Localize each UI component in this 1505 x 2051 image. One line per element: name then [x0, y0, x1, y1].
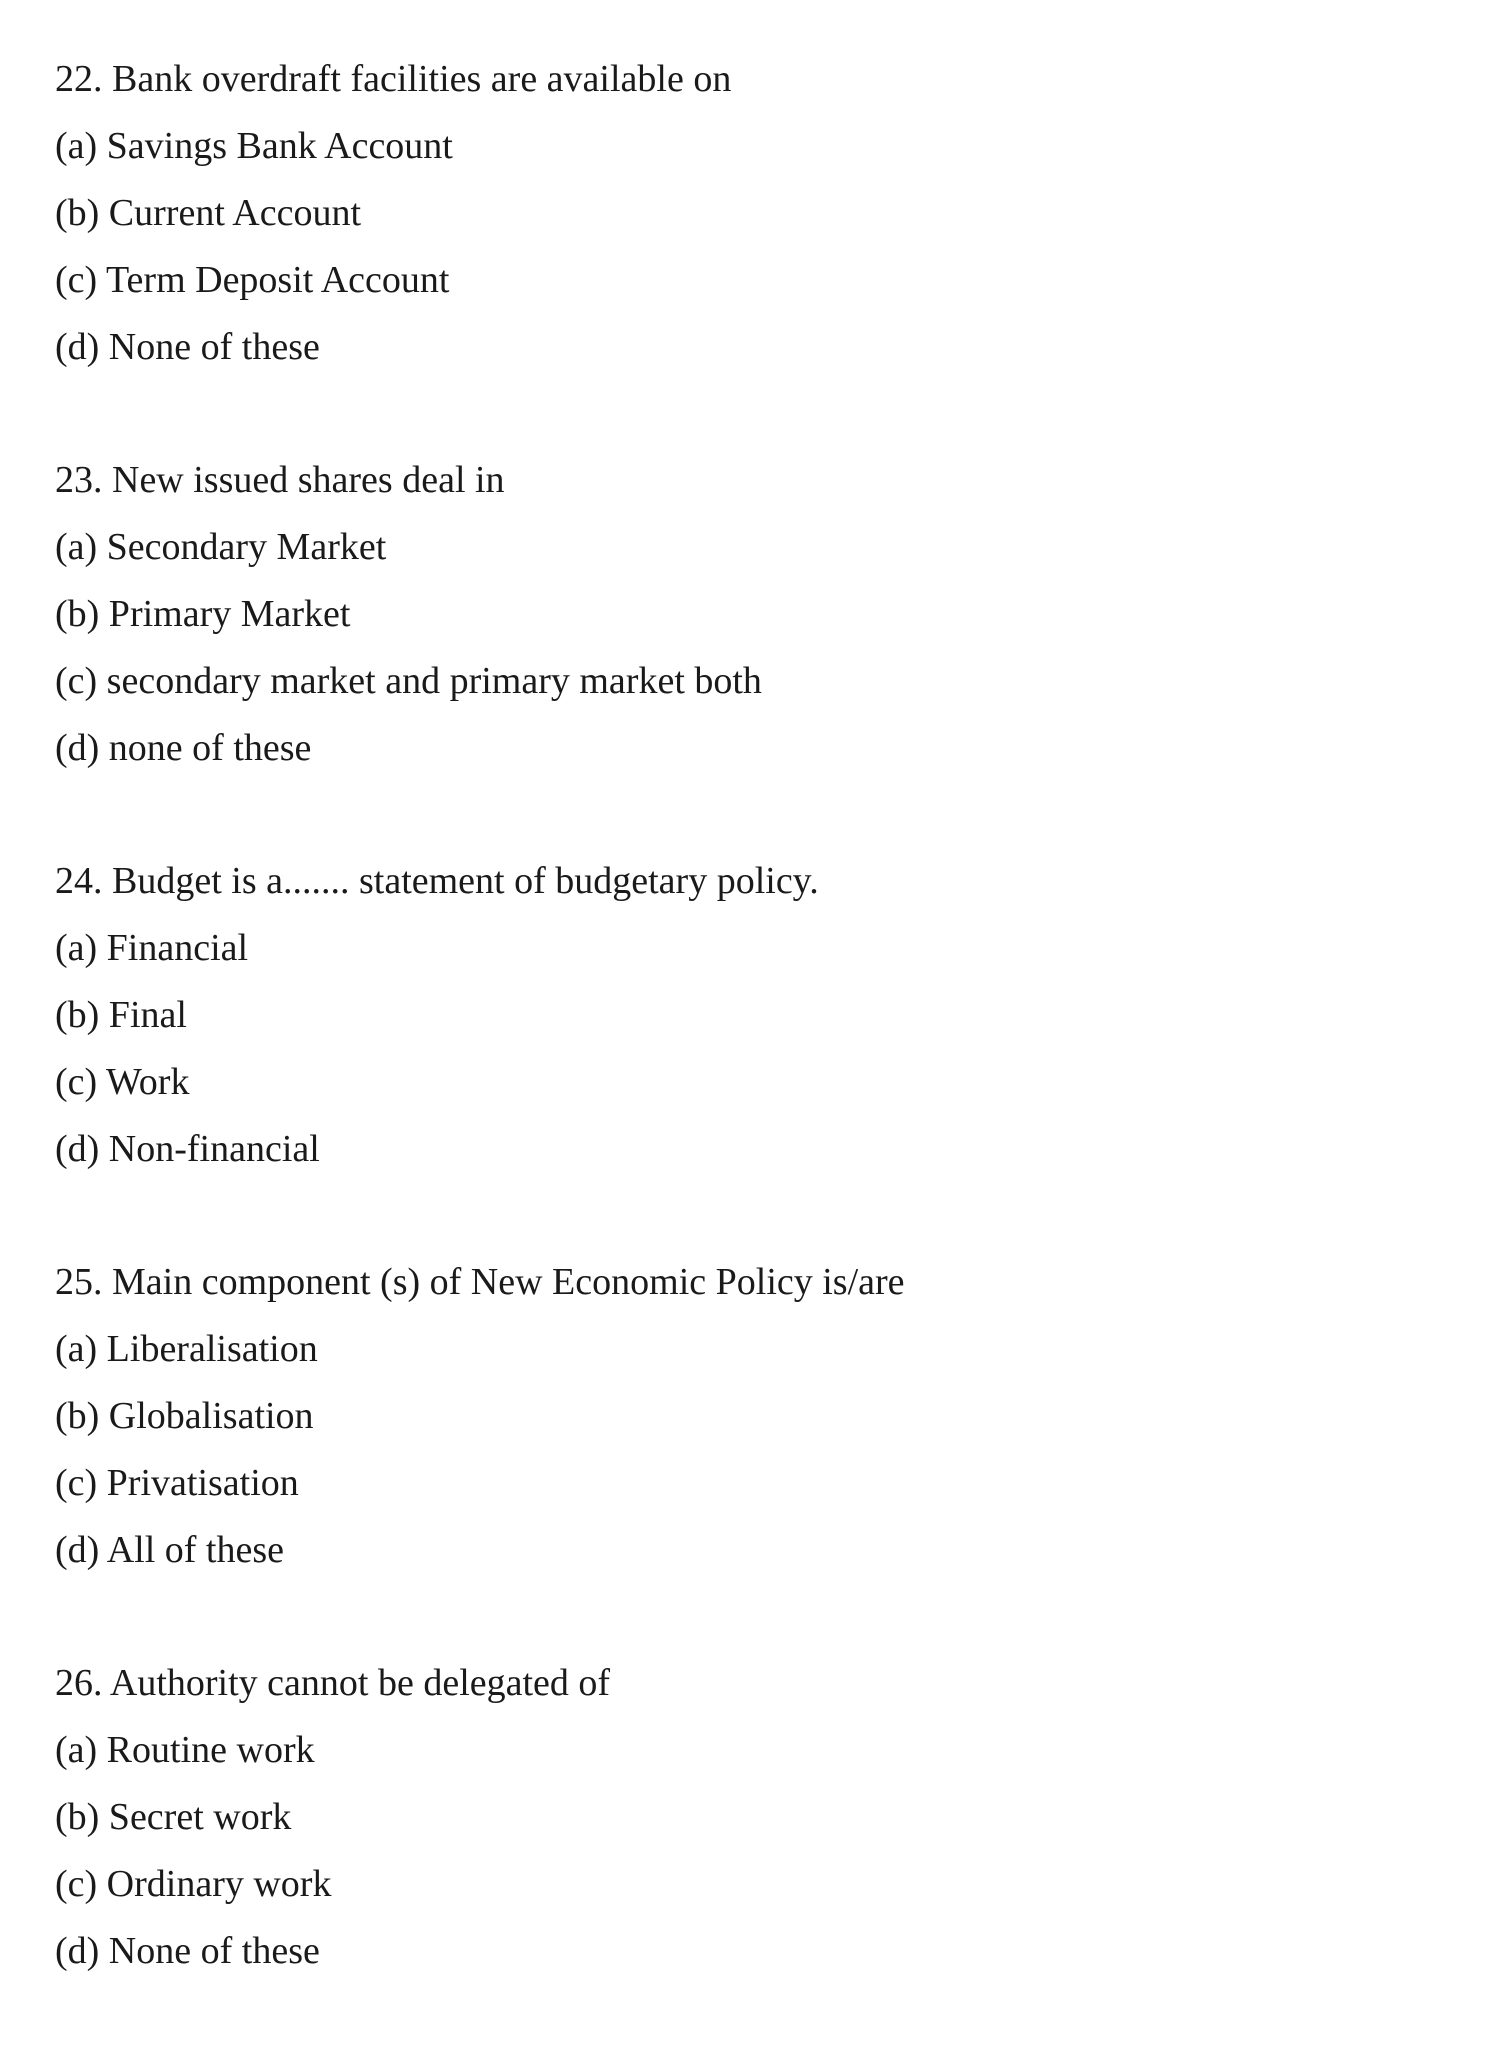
question-stem: 26. Authority cannot be delegated of: [55, 1662, 611, 1704]
question-stem: 25. Main component (s) of New Economic Policy is/are: [55, 1261, 905, 1303]
question-stem: 24. Budget is a....... statement of budgetary policy.: [55, 860, 819, 902]
option-a: (a) Liberalisation: [55, 1328, 318, 1370]
option-c: (c) Work: [55, 1061, 190, 1103]
question-23: [55, 447, 1455, 782]
option-d: (d) None of these: [55, 326, 320, 368]
question-stem: 22. Bank overdraft facilities are available on: [55, 58, 732, 100]
option-b: (b) Primary Market: [55, 593, 351, 635]
option-b: (b) Current Account: [55, 192, 362, 234]
option-b: (b) Final: [55, 994, 187, 1036]
question-22: [55, 46, 1455, 381]
question-26: [55, 1650, 1455, 1985]
option-b: (b) Globalisation: [55, 1395, 314, 1437]
option-a: (a) Savings Bank Account: [55, 125, 453, 167]
option-d: (d) All of these: [55, 1529, 285, 1571]
option-d: (d) None of these: [55, 1930, 320, 1972]
option-b: (b) Secret work: [55, 1796, 292, 1838]
question-24: [55, 848, 1455, 1183]
option-c: (c) secondary market and primary market both: [55, 660, 762, 702]
option-a: (a) Financial: [55, 927, 249, 969]
question-25: [55, 1249, 1455, 1584]
option-c: (c) Privatisation: [55, 1462, 299, 1504]
option-c: (c) Ordinary work: [55, 1863, 332, 1905]
option-d: (d) none of these: [55, 727, 312, 769]
option-d: (d) Non-financial: [55, 1128, 320, 1170]
option-c: (c) Term Deposit Account: [55, 259, 450, 301]
question-sheet: [55, 46, 1455, 2051]
option-a: (a) Routine work: [55, 1729, 315, 1771]
option-a: (a) Secondary Market: [55, 526, 387, 568]
question-stem: 23. New issued shares deal in: [55, 459, 505, 501]
